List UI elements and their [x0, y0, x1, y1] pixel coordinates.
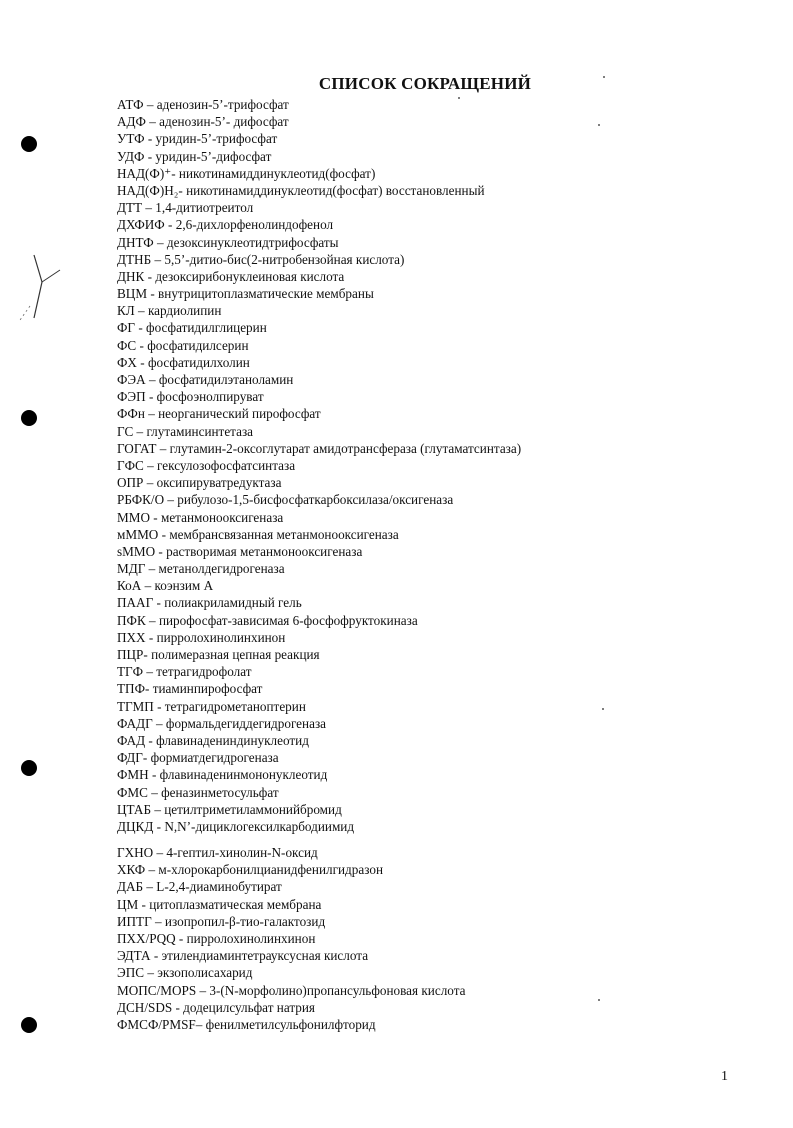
abbreviation-term: ДХФИФ: [117, 217, 165, 233]
page-number: 1: [721, 1069, 728, 1084]
abbreviation-term: НАД(Ф)⁺: [117, 165, 172, 181]
abbreviation-definition: растворимая метанмонооксигеназа: [166, 543, 363, 559]
margin-scribble-mark: [14, 240, 74, 330]
punch-hole: [21, 136, 37, 152]
abbreviation-row: [117, 113, 777, 130]
abbreviation-definition: дезоксирибонуклеиновая кислота: [155, 268, 345, 284]
abbreviation-term: ХКФ: [117, 862, 146, 878]
abbreviation-row: [117, 629, 777, 646]
abbreviation-term: ПХХ/PQQ: [117, 931, 176, 946]
abbreviation-row: [117, 680, 777, 697]
abbreviation-definition: этилендиаминтетрауксусная кислота: [161, 948, 369, 964]
abbreviation-separator: –: [143, 879, 157, 895]
abbreviation-row: [117, 148, 777, 165]
abbreviation-definition: феназинметосульфат: [161, 784, 279, 800]
abbreviation-separator: -: [178, 182, 187, 198]
abbreviation-term: ЦТАБ: [117, 801, 152, 817]
abbreviation-definition: пирофосфат-зависимая 6-фосфофруктокиназа: [158, 612, 418, 628]
abbreviation-separator: –: [143, 457, 158, 473]
abbreviation-definition: изопропил-β-тио-галактозид: [164, 913, 326, 929]
abbreviation-term: ИПТГ: [117, 913, 152, 929]
abbreviation-row: [117, 474, 777, 491]
abbreviation-separator: –: [152, 715, 166, 731]
abbreviation-separator: -: [142, 750, 151, 766]
abbreviation-separator: –: [196, 982, 210, 998]
abbreviation-definition: уридин-5’-дифосфат: [155, 148, 272, 164]
abbreviation-definition: 5,5’-дитио-бис(2-нитробензойная кислота): [164, 251, 405, 267]
abbreviation-term: МДГ: [117, 561, 146, 577]
abbreviation-row: [117, 861, 777, 878]
abbreviation-definition: глутаминсинтетаза: [146, 423, 254, 439]
abbreviation-separator: –: [145, 372, 159, 387]
abbreviation-term: ПААГ: [117, 595, 154, 611]
abbreviation-separator: –: [147, 784, 162, 800]
abbreviation-row: [117, 801, 777, 818]
abbreviation-separator: -: [144, 131, 156, 147]
abbreviation-term: МОПС/MOPS: [117, 982, 197, 998]
abbreviation-term: НАД(Ф)Н₂: [117, 182, 179, 198]
abbreviation-term: ММО: [117, 509, 150, 525]
abbreviation-term: ТГФ: [117, 664, 144, 680]
abbreviation-definition: дезоксинуклеотидтрифосфаты: [166, 234, 339, 250]
abbreviation-row: [117, 930, 777, 947]
abbreviation-definition: глутамин-2-оксоглутарат амидотрансфераза (глутаматсинтаза): [169, 440, 522, 456]
abbreviation-definition: фосфоэнолпируват: [156, 389, 264, 405]
abbreviation-term: ФАДГ: [117, 715, 153, 731]
abbreviation-term: ГС: [117, 423, 134, 439]
abbreviation-term: ГФС: [117, 457, 144, 473]
abbreviation-term: ЭДТА: [117, 948, 151, 964]
abbreviation-term: ФС: [117, 337, 137, 353]
abbreviation-row: [117, 268, 777, 285]
abbreviation-separator: –: [142, 200, 156, 216]
abbreviation-separator: -: [135, 320, 147, 336]
abbreviation-separator: -: [144, 148, 156, 164]
abbreviation-term: ФЭА: [117, 372, 146, 387]
abbreviation-definition: фенилметилсульфонилфторид: [205, 1016, 376, 1032]
abbreviation-separator: -: [153, 595, 165, 611]
abbreviation-definition: цитоплазматическая мембрана: [149, 896, 322, 912]
abbreviation-row: [117, 405, 777, 422]
abbreviation-row: [117, 560, 777, 577]
abbreviation-row: [117, 594, 777, 611]
abbreviation-definition: полимеразная цепная реакция: [151, 647, 320, 662]
abbreviation-separator: -: [149, 509, 161, 525]
abbreviation-row: [117, 878, 777, 895]
abbreviation-separator: -: [150, 948, 162, 964]
abbreviation-definition: м-хлорокарбонилцианидфенилгидразон: [158, 862, 383, 878]
abbreviation-row: [117, 130, 777, 147]
abbreviation-term: ФФн: [117, 406, 145, 422]
abbreviation-definition: никотинамиддинуклеотид(фосфат): [178, 165, 376, 181]
abbreviation-term: ФМН: [117, 767, 149, 783]
abbreviation-separator: -: [145, 629, 157, 645]
abbreviation-definition: никотинамиддинуклеотид(фосфат) восстановленный: [186, 182, 485, 198]
abbreviation-term: ВЦМ: [117, 286, 148, 302]
abbreviation-row: [117, 947, 777, 964]
abbreviation-definition: пирролохинолинхинон: [156, 629, 286, 645]
punch-hole: [21, 760, 37, 776]
abbreviation-row: [117, 612, 777, 629]
abbreviation-definition: флавинадениндинуклеотид: [156, 732, 309, 748]
abbreviation-term: ЭПС: [117, 965, 145, 981]
abbreviation-separator: –: [156, 440, 170, 456]
punch-hole: [21, 1017, 37, 1033]
abbreviation-definition: 4-гептил-хинолин-N-оксид: [166, 845, 318, 861]
abbreviation-list: [117, 96, 777, 1033]
abbreviation-definition: цетилтриметиламмонийбромид: [164, 801, 342, 817]
abbreviation-separator: –: [141, 578, 155, 594]
abbreviation-term: ДНК: [117, 268, 145, 284]
abbreviation-separator: –: [153, 234, 167, 250]
abbreviation-row: [117, 543, 777, 560]
abbreviation-term: ДАБ: [117, 879, 144, 895]
abbreviation-separator: -: [148, 767, 160, 783]
abbreviation-term: ПФК: [117, 612, 146, 628]
abbreviation-group-1: [117, 96, 777, 835]
abbreviation-definition: оксипируватредуктаза: [156, 475, 282, 491]
abbreviation-term: УТФ: [117, 131, 145, 147]
abbreviation-definition: аденозин-5’- дифосфат: [159, 114, 289, 130]
abbreviation-row: [117, 732, 777, 749]
abbreviation-separator: –: [144, 965, 158, 981]
abbreviation-separator: –: [143, 97, 157, 112]
abbreviation-definition: 1,4-дитиотреитол: [155, 200, 254, 216]
abbreviation-separator: -: [136, 354, 148, 370]
abbreviation-row: [117, 698, 777, 715]
abbreviation-separator: -: [143, 647, 152, 662]
abbreviation-row: [117, 251, 777, 268]
abbreviation-separator: –: [151, 913, 165, 929]
abbreviation-term: ФХ: [117, 354, 137, 370]
abbreviation-separator: -: [158, 526, 170, 542]
abbreviation-separator: -: [171, 165, 179, 181]
punch-hole: [21, 410, 37, 426]
abbreviation-definition: формиатдегидрогеназа: [150, 750, 279, 766]
abbreviation-term: ФМСФ/PMSF: [117, 1016, 196, 1032]
abbreviation-definition: аденозин-5’-трифосфат: [156, 97, 289, 112]
abbreviation-term: ДЦКД: [117, 818, 154, 834]
abbreviation-row: [117, 388, 777, 405]
abbreviation-term: ДТТ: [117, 200, 143, 216]
abbreviation-definition: додецилсульфат натрия: [183, 999, 315, 1015]
abbreviation-row: [117, 964, 777, 981]
abbreviation-separator: -: [153, 698, 165, 714]
abbreviation-row: [117, 234, 777, 251]
abbreviation-definition: неорганический пирофосфат: [158, 406, 321, 422]
abbreviation-term: ФДГ: [117, 750, 143, 766]
page-title: СПИСОК СОКРАЩЕНИЙ: [318, 74, 532, 93]
abbreviation-row: [117, 354, 777, 371]
abbreviation-definition: 2,6-дихлорфенолиндофенол: [175, 217, 334, 233]
abbreviation-definition: фосфатидилглицерин: [146, 320, 267, 336]
abbreviation-separator: -: [145, 681, 153, 697]
abbreviation-separator: –: [144, 406, 159, 422]
abbreviation-definition: кардиолипин: [147, 303, 222, 319]
abbreviation-row: [117, 337, 777, 354]
abbreviation-row: [117, 577, 777, 594]
abbreviation-definition: метанмонооксигеназа: [160, 509, 284, 525]
abbreviation-term: ПЦР: [117, 647, 144, 662]
abbreviation-definition: фосфатидилсерин: [147, 337, 249, 353]
abbreviation-group-2: [117, 844, 777, 1033]
abbreviation-definition: формальдегиддегидрогеназа: [165, 715, 327, 731]
abbreviation-row: [117, 423, 777, 440]
abbreviation-term: ГХНО: [117, 845, 154, 861]
abbreviation-definition: полиакриламидный гель: [164, 595, 302, 611]
abbreviation-definition: тетрагидрофолат: [156, 664, 252, 680]
group-spacer: [117, 835, 777, 844]
abbreviation-row: [117, 440, 777, 457]
abbreviation-separator: –: [143, 475, 157, 491]
abbreviation-term: ФМС: [117, 784, 148, 800]
abbreviation-separator: -: [155, 543, 167, 559]
abbreviation-separator: –: [151, 801, 165, 817]
abbreviation-row: [117, 818, 777, 835]
abbreviation-row: [117, 896, 777, 913]
abbreviation-definition: мембрансвязанная метанмонооксигеназа: [169, 526, 399, 542]
abbreviation-row: [117, 319, 777, 336]
abbreviation-separator: –: [195, 1016, 206, 1032]
abbreviation-row: [117, 999, 777, 1016]
abbreviation-term: sММО: [117, 543, 156, 559]
abbreviation-row: [117, 646, 777, 663]
abbreviation-definition: гексулозофосфатсинтаза: [157, 457, 296, 473]
abbreviation-definition: метанолдегидрогеназа: [158, 561, 285, 577]
abbreviation-separator: -: [147, 286, 159, 302]
abbreviation-definition: L-2,4-диаминобутират: [156, 879, 282, 895]
abbreviation-definition: тетрагидрометаноптерин: [164, 698, 306, 714]
abbreviation-term: ОПР: [117, 475, 144, 491]
abbreviation-row: [117, 526, 777, 543]
abbreviation-row: [117, 784, 777, 801]
abbreviation-row: [117, 844, 777, 861]
abbreviation-definition: рибулозо-1,5-бисфосфаткарбоксилаза/оксигеназа: [177, 492, 454, 508]
abbreviation-definition: 3-(N-морфолино)пропансульфоновая кислота: [209, 982, 466, 998]
abbreviation-term: ФГ: [117, 320, 136, 336]
abbreviation-term: КоА: [117, 578, 142, 594]
abbreviation-definition: экзополисахарид: [157, 965, 253, 981]
abbreviation-definition: коэнзим А: [154, 578, 214, 594]
abbreviation-row: [117, 913, 777, 930]
abbreviation-term: ФАД: [117, 732, 146, 748]
abbreviation-term: АТФ: [117, 97, 144, 112]
abbreviation-row: [117, 663, 777, 680]
abbreviation-separator: –: [145, 114, 160, 130]
abbreviation-definition: N,N’-дициклогексилкарбодиимид: [164, 818, 355, 834]
abbreviation-separator: –: [133, 423, 147, 439]
abbreviation-row: [117, 165, 777, 182]
abbreviation-separator: –: [151, 251, 165, 267]
abbreviation-definition: уридин-5’-трифосфат: [155, 131, 278, 147]
abbreviation-term: ДНТФ: [117, 234, 154, 250]
abbreviation-separator: -: [175, 931, 187, 946]
abbreviation-definition: пирролохинолинхинон: [186, 931, 316, 946]
abbreviation-row: [117, 715, 777, 732]
abbreviation-separator: -: [172, 999, 184, 1015]
abbreviation-row: [117, 766, 777, 783]
abbreviation-separator: -: [138, 896, 150, 912]
abbreviation-definition: тиаминпирофосфат: [152, 681, 263, 697]
abbreviation-term: мММО: [117, 526, 159, 542]
abbreviation-separator: –: [145, 561, 159, 577]
abbreviation-term: УДФ: [117, 148, 145, 164]
abbreviation-row: [117, 982, 777, 999]
abbreviation-row: [117, 302, 777, 319]
abbreviation-row: [117, 509, 777, 526]
abbreviation-term: ДСН/SDS: [117, 999, 173, 1015]
abbreviation-row: [117, 216, 777, 233]
abbreviation-separator: –: [145, 862, 159, 878]
abbreviation-term: ГОГАТ: [117, 440, 157, 456]
abbreviation-separator: –: [153, 845, 167, 861]
abbreviation-term: РБФК/О: [117, 492, 165, 508]
abbreviation-term: ДТНБ: [117, 251, 152, 267]
abbreviation-definition: внутрицитоплазматические мембраны: [158, 286, 374, 302]
abbreviation-term: ЦМ: [117, 896, 139, 912]
abbreviation-separator: –: [143, 664, 157, 680]
abbreviation-separator: –: [145, 612, 159, 628]
abbreviation-row: [117, 457, 777, 474]
abbreviation-separator: -: [164, 217, 176, 233]
abbreviation-row: [117, 1016, 777, 1033]
abbreviation-separator: -: [145, 389, 157, 405]
abbreviation-term: АДФ: [117, 114, 146, 130]
abbreviation-row: [117, 491, 777, 508]
abbreviation-row: [117, 371, 777, 388]
abbreviation-definition: флавинаденинмононуклеотид: [159, 767, 328, 783]
abbreviation-term: КЛ: [117, 303, 135, 319]
abbreviation-definition: фосфатидилхолин: [147, 354, 250, 370]
abbreviation-separator: -: [153, 818, 165, 834]
abbreviation-term: ТПФ: [117, 681, 145, 697]
abbreviation-term: ФЭП: [117, 389, 146, 405]
abbreviation-row: [117, 199, 777, 216]
abbreviation-row: [117, 96, 777, 113]
abbreviation-term: ПХХ: [117, 629, 146, 645]
abbreviation-separator: –: [134, 303, 148, 319]
abbreviation-row: [117, 285, 777, 302]
abbreviation-row: [117, 182, 777, 199]
abbreviation-separator: -: [145, 732, 157, 748]
abbreviation-row: [117, 749, 777, 766]
abbreviation-separator: -: [136, 337, 148, 353]
abbreviation-term: ТГМП: [117, 698, 154, 714]
abbreviation-separator: –: [164, 492, 178, 508]
abbreviation-separator: -: [144, 268, 156, 284]
abbreviation-definition: фосфатидилэтаноламин: [158, 372, 294, 387]
